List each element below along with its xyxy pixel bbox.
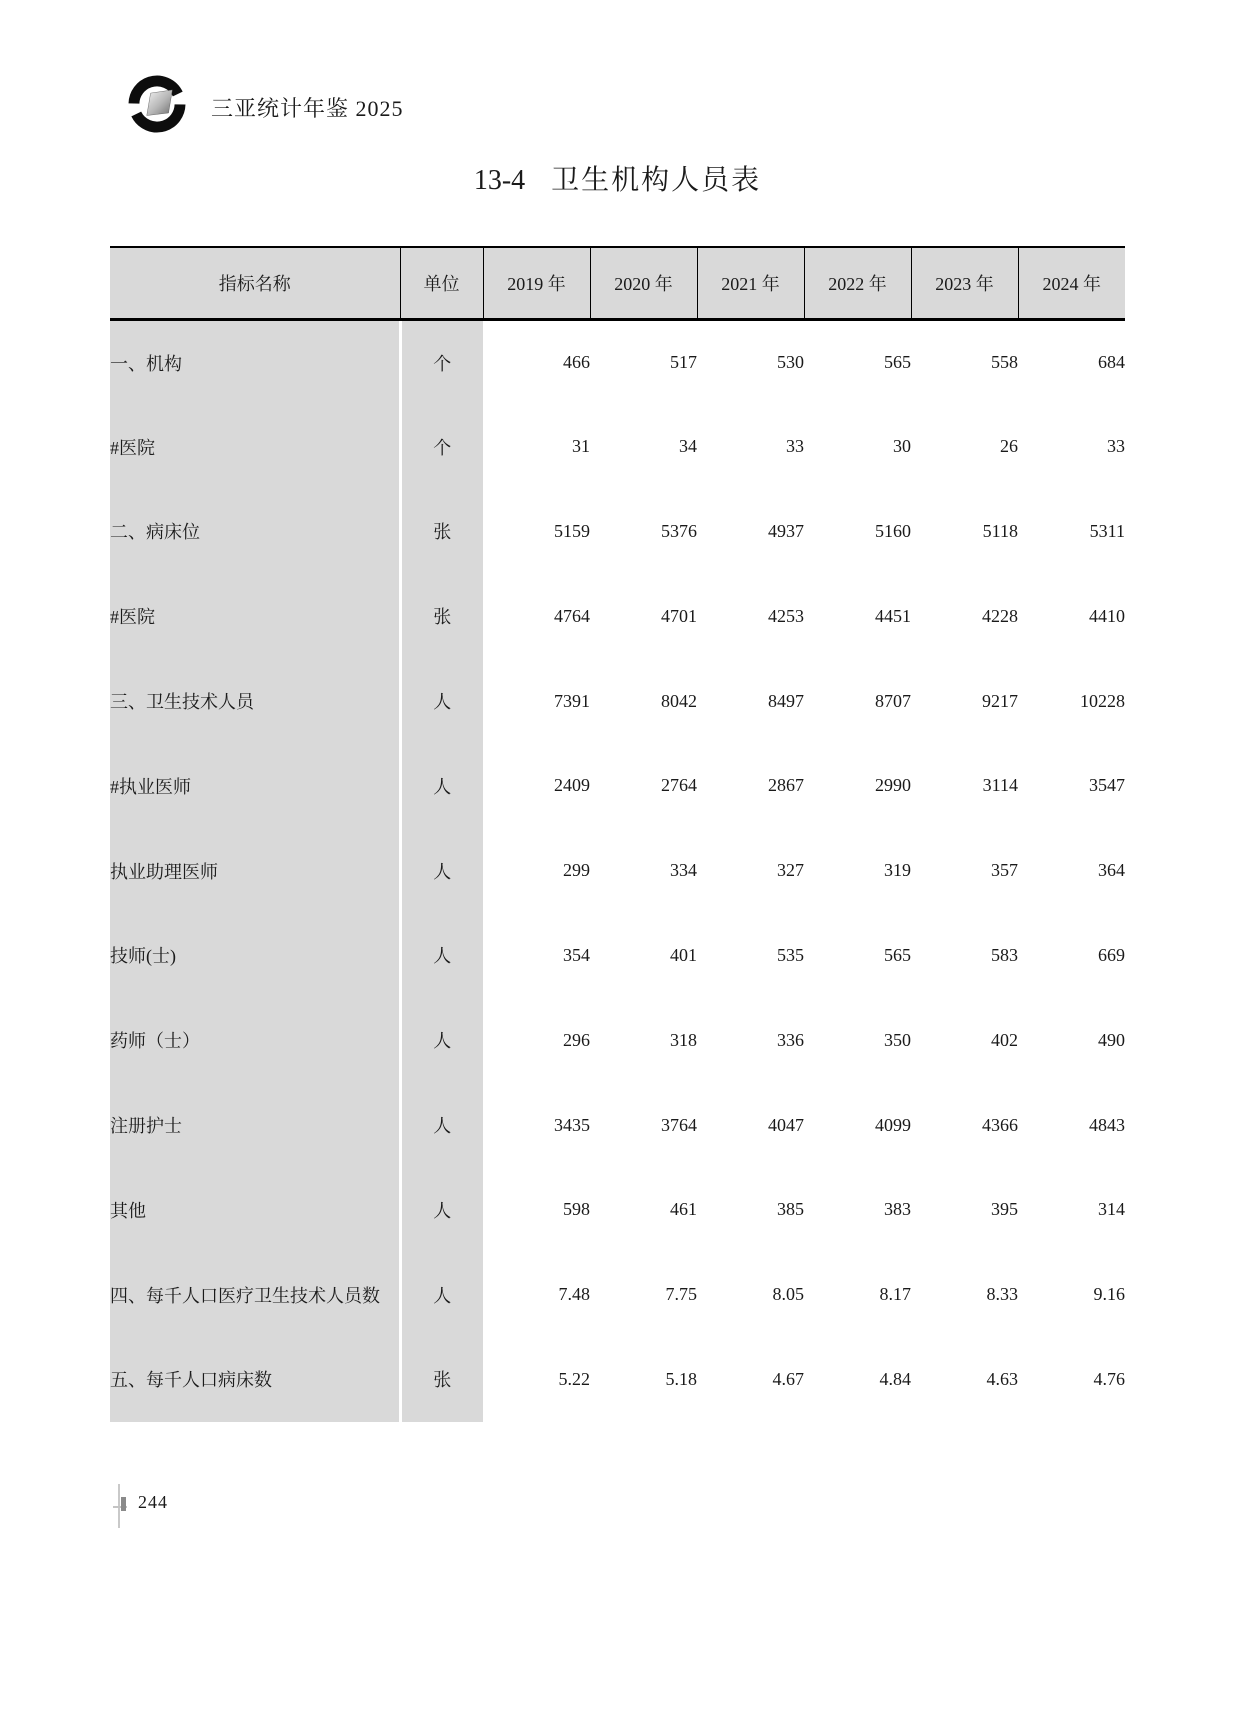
table-row bbox=[110, 489, 1125, 574]
col-header-2024: 2024 年 bbox=[1018, 247, 1125, 320]
indicator-cell: 药师（士） bbox=[110, 998, 400, 1083]
value-cell-2024: 669 bbox=[1098, 944, 1125, 965]
col-header-2019: 2019 年 bbox=[483, 247, 590, 320]
value-cell-2019: 7391 bbox=[554, 690, 590, 711]
value-cell-2024: 9.16 bbox=[1093, 1284, 1125, 1305]
value-cell-2024: 10228 bbox=[1080, 690, 1125, 711]
value-cell-2021: 4937 bbox=[768, 520, 804, 541]
unit-cell: 人 bbox=[400, 1083, 483, 1168]
value-cell-2022: 2990 bbox=[875, 775, 911, 796]
value-cell-2019: 3435 bbox=[554, 1114, 590, 1135]
table-row bbox=[110, 913, 1125, 998]
value-cell-2024: 33 bbox=[1107, 436, 1125, 457]
value-cell-2020: 401 bbox=[670, 944, 697, 965]
value-cell-2020: 517 bbox=[670, 352, 697, 373]
indicator-cell: 注册护士 bbox=[110, 1083, 400, 1168]
value-cell-2019: 466 bbox=[563, 352, 590, 373]
value-cell-2024: 490 bbox=[1098, 1029, 1125, 1050]
table-row bbox=[110, 828, 1125, 913]
table-body bbox=[110, 320, 1125, 1422]
col-header-2023: 2023 年 bbox=[911, 247, 1018, 320]
unit-cell: 人 bbox=[400, 1252, 483, 1337]
value-cell-2023: 5118 bbox=[982, 520, 1018, 541]
table-row bbox=[110, 743, 1125, 828]
table-row bbox=[110, 404, 1125, 489]
table-row bbox=[110, 1083, 1125, 1168]
value-cell-2019: 2409 bbox=[554, 775, 590, 796]
value-cell-2021: 327 bbox=[777, 860, 804, 881]
value-cell-2019: 5159 bbox=[554, 520, 590, 541]
value-cell-2021: 535 bbox=[777, 944, 804, 965]
value-cell-2020: 334 bbox=[670, 860, 697, 881]
value-cell-2020: 34 bbox=[679, 436, 697, 457]
value-cell-2021: 8.05 bbox=[772, 1284, 804, 1305]
value-cell-2023: 4366 bbox=[982, 1114, 1018, 1135]
value-cell-2023: 3114 bbox=[982, 775, 1018, 796]
value-cell-2024: 314 bbox=[1098, 1199, 1125, 1220]
value-cell-2023: 4.63 bbox=[986, 1368, 1018, 1389]
value-cell-2023: 558 bbox=[991, 352, 1018, 373]
table-row bbox=[110, 998, 1125, 1083]
unit-cell: 人 bbox=[400, 659, 483, 744]
page-margin-mark bbox=[113, 1484, 131, 1528]
value-cell-2023: 9217 bbox=[982, 690, 1018, 711]
value-cell-2021: 4047 bbox=[768, 1114, 804, 1135]
value-cell-2023: 402 bbox=[991, 1029, 1018, 1050]
unit-cell: 张 bbox=[400, 1337, 483, 1422]
value-cell-2020: 3764 bbox=[661, 1114, 697, 1135]
yearbook-brand-title: 三亚统计年鉴 2025 bbox=[211, 96, 404, 121]
health-personnel-table bbox=[110, 246, 1125, 1422]
indicator-cell: 技师(士) bbox=[110, 913, 400, 998]
value-cell-2022: 8707 bbox=[875, 690, 911, 711]
value-cell-2020: 318 bbox=[670, 1029, 697, 1050]
unit-cell: 张 bbox=[400, 574, 483, 659]
value-cell-2024: 4.76 bbox=[1093, 1368, 1125, 1389]
value-cell-2024: 684 bbox=[1098, 352, 1125, 373]
table-name: 卫生机构人员表 bbox=[551, 165, 762, 196]
value-cell-2022: 565 bbox=[884, 944, 911, 965]
value-cell-2023: 583 bbox=[991, 944, 1018, 965]
value-cell-2019: 598 bbox=[563, 1199, 590, 1220]
table-row bbox=[110, 1252, 1125, 1337]
value-cell-2022: 319 bbox=[884, 860, 911, 881]
value-cell-2022: 8.17 bbox=[879, 1284, 911, 1305]
indicator-cell: 四、每千人口医疗卫生技术人员数 bbox=[110, 1252, 400, 1337]
value-cell-2020: 7.75 bbox=[665, 1284, 697, 1305]
value-cell-2024: 4410 bbox=[1089, 605, 1125, 626]
value-cell-2022: 30 bbox=[893, 436, 911, 457]
table-row bbox=[110, 574, 1125, 659]
indicator-cell: #医院 bbox=[110, 404, 400, 489]
unit-cell: 个 bbox=[400, 404, 483, 489]
value-cell-2020: 5376 bbox=[661, 520, 697, 541]
value-cell-2021: 385 bbox=[777, 1199, 804, 1220]
unit-cell: 人 bbox=[400, 743, 483, 828]
value-cell-2019: 354 bbox=[563, 944, 590, 965]
table-number: 13-4 bbox=[473, 165, 526, 196]
value-cell-2019: 299 bbox=[563, 860, 590, 881]
indicator-cell: 五、每千人口病床数 bbox=[110, 1337, 400, 1422]
col-header-2021: 2021 年 bbox=[697, 247, 804, 320]
value-cell-2023: 395 bbox=[991, 1199, 1018, 1220]
value-cell-2020: 4701 bbox=[661, 605, 697, 626]
value-cell-2022: 350 bbox=[884, 1029, 911, 1050]
unit-cell: 个 bbox=[400, 320, 483, 405]
value-cell-2020: 461 bbox=[670, 1199, 697, 1220]
value-cell-2022: 5160 bbox=[875, 520, 911, 541]
value-cell-2019: 4764 bbox=[554, 605, 590, 626]
unit-cell: 张 bbox=[400, 489, 483, 574]
indicator-cell: 二、病床位 bbox=[110, 489, 400, 574]
yearbook-logo-icon bbox=[118, 72, 196, 136]
value-cell-2020: 5.18 bbox=[665, 1368, 697, 1389]
value-cell-2021: 8497 bbox=[768, 690, 804, 711]
value-cell-2022: 4.84 bbox=[879, 1368, 911, 1389]
unit-cell: 人 bbox=[400, 1167, 483, 1252]
value-cell-2022: 4099 bbox=[875, 1114, 911, 1135]
indicator-cell: #执业医师 bbox=[110, 743, 400, 828]
value-cell-2024: 3547 bbox=[1089, 775, 1125, 796]
value-cell-2023: 4228 bbox=[982, 605, 1018, 626]
value-cell-2023: 26 bbox=[1000, 436, 1018, 457]
unit-cell: 人 bbox=[400, 828, 483, 913]
indicator-cell: #医院 bbox=[110, 574, 400, 659]
page-title bbox=[110, 158, 1125, 198]
value-cell-2024: 4843 bbox=[1089, 1114, 1125, 1135]
indicator-cell: 执业助理医师 bbox=[110, 828, 400, 913]
col-header-2020: 2020 年 bbox=[590, 247, 697, 320]
value-cell-2021: 530 bbox=[777, 352, 804, 373]
table-row bbox=[110, 1167, 1125, 1252]
unit-cell: 人 bbox=[400, 998, 483, 1083]
indicator-cell: 其他 bbox=[110, 1167, 400, 1252]
indicator-cell: 一、机构 bbox=[110, 320, 400, 405]
table-row bbox=[110, 659, 1125, 744]
value-cell-2024: 5311 bbox=[1089, 520, 1125, 541]
value-cell-2020: 2764 bbox=[661, 775, 697, 796]
page-number: 244 bbox=[138, 1492, 168, 1512]
value-cell-2019: 5.22 bbox=[558, 1368, 590, 1389]
value-cell-2021: 2867 bbox=[768, 775, 804, 796]
value-cell-2019: 31 bbox=[572, 436, 590, 457]
value-cell-2021: 4253 bbox=[768, 605, 804, 626]
value-cell-2021: 4.67 bbox=[772, 1368, 804, 1389]
col-header-unit: 单位 bbox=[400, 247, 483, 320]
col-header-indicator: 指标名称 bbox=[110, 247, 400, 320]
table-row bbox=[110, 1337, 1125, 1422]
table-header-row bbox=[110, 247, 1125, 320]
value-cell-2020: 8042 bbox=[661, 690, 697, 711]
value-cell-2019: 296 bbox=[563, 1029, 590, 1050]
value-cell-2023: 357 bbox=[991, 860, 1018, 881]
value-cell-2024: 364 bbox=[1098, 860, 1125, 881]
value-cell-2023: 8.33 bbox=[986, 1284, 1018, 1305]
value-cell-2022: 383 bbox=[884, 1199, 911, 1220]
value-cell-2022: 565 bbox=[884, 352, 911, 373]
value-cell-2019: 7.48 bbox=[558, 1284, 590, 1305]
table-row bbox=[110, 320, 1125, 405]
value-cell-2022: 4451 bbox=[875, 605, 911, 626]
indicator-cell: 三、卫生技术人员 bbox=[110, 659, 400, 744]
col-header-2022: 2022 年 bbox=[804, 247, 911, 320]
value-cell-2021: 33 bbox=[786, 436, 804, 457]
unit-cell: 人 bbox=[400, 913, 483, 998]
value-cell-2021: 336 bbox=[777, 1029, 804, 1050]
